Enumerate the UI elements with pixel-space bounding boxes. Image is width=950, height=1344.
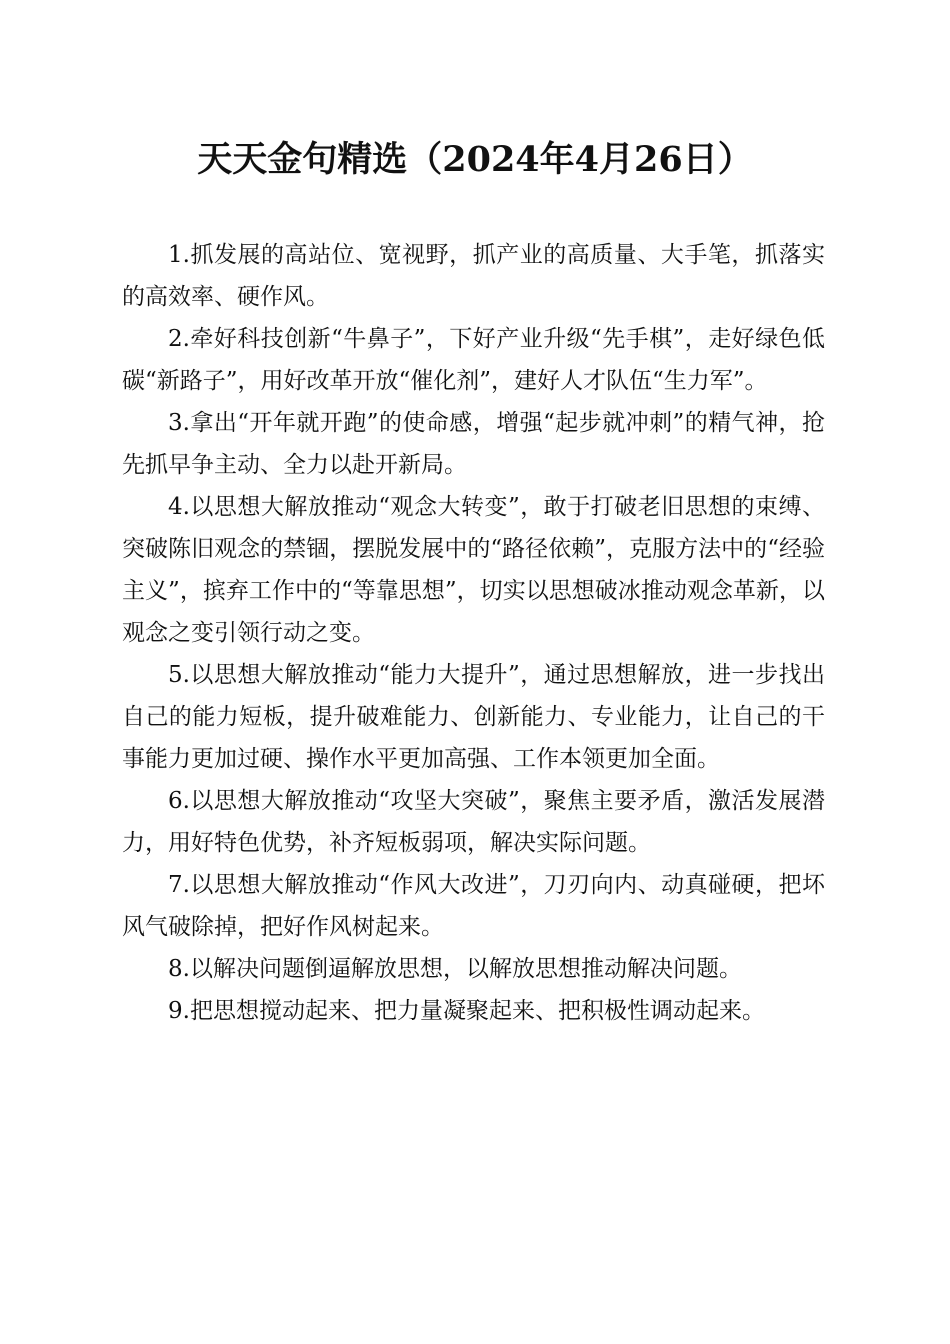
paragraph-8: 8.以解决问题倒逼解放思想，以解放思想推动解决问题。 [168, 956, 742, 982]
paragraph-5: 5.以思想大解放推动“能力大提升”，通过思想解放，进一步找出自己的能力短板，提升破难能力、创新能力、专业能力，让自己的干事能力更加过硬、操作水平更加高强、工作本领更加全面。 [122, 662, 825, 772]
paragraph-3: 3.拿出“开年就开跑”的使命感，增强“起步就冲刺”的精气神，抢先抓早争主动、全力以赴开新局。 [122, 410, 825, 478]
paragraph-1: 1.抓发展的高站位、宽视野，抓产业的高质量、大手笔，抓落实的高效率、硬作风。 [122, 242, 825, 310]
document-body [122, 234, 825, 1032]
paragraph-6: 6.以思想大解放推动“攻坚大突破”，聚焦主要矛盾，激活发展潜力，用好特色优势，补齐短板弱项，解决实际问题。 [122, 788, 825, 856]
paragraph-4: 4.以思想大解放推动“观念大转变”，敢于打破老旧思想的束缚、突破陈旧观念的禁锢，摆脱发展中的“路径依赖”，克服方法中的“经验主义”，摈弃工作中的“等靠思想”，切实以思想破冰推动观念革新，以观念之变引领行动之变。 [122, 494, 825, 646]
paragraph-7: 7.以思想大解放推动“作风大改进”，刀刃向内、动真碰硬，把坏风气破除掉，把好作风树起来。 [122, 872, 825, 940]
paragraph-9: 9.把思想搅动起来、把力量凝聚起来、把积极性调动起来。 [168, 998, 765, 1024]
document-title: 天天金句精选（2024年4月26日） [197, 139, 753, 180]
paragraph-2: 2.牵好科技创新“牛鼻子”，下好产业升级“先手棋”，走好绿色低碳“新路子”，用好改革开放“催化剂”，建好人才队伍“生力军”。 [122, 326, 825, 394]
